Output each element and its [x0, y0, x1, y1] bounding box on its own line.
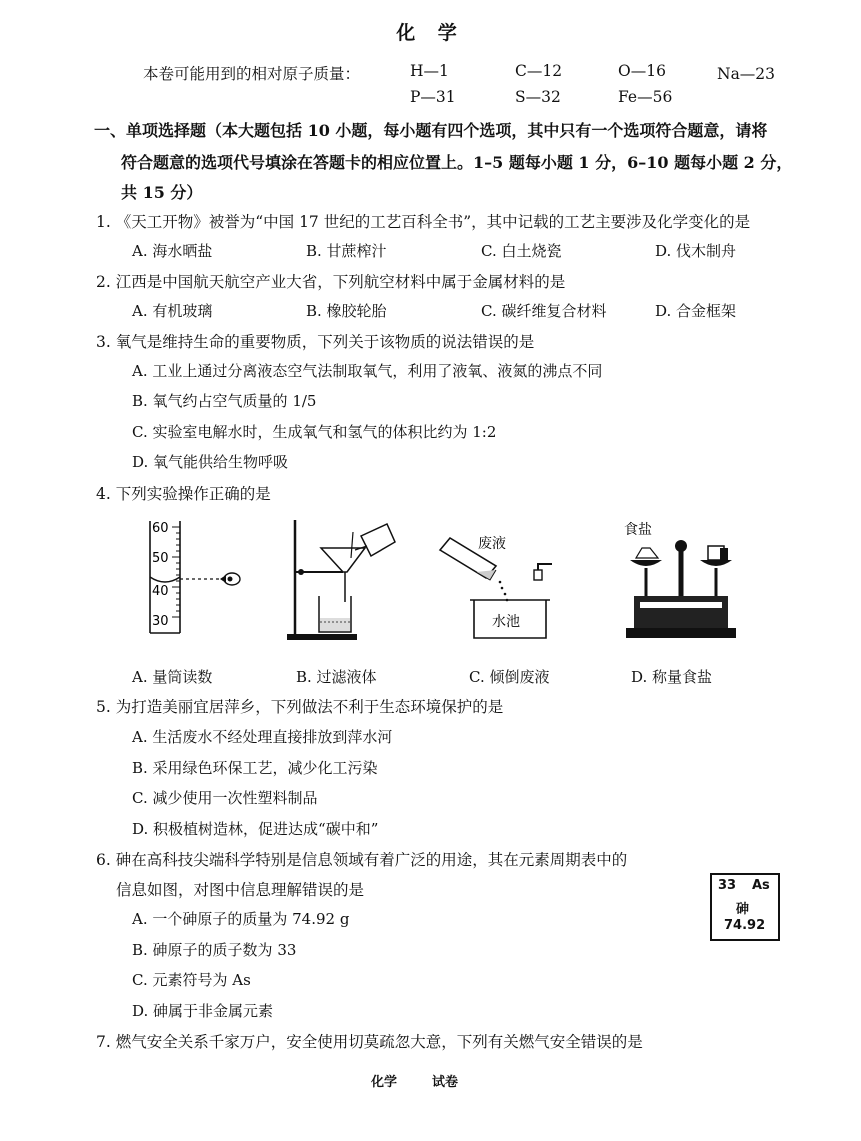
element-card-arsenic — [710, 873, 780, 941]
question-5-stem: 5. 为打造美丽宜居萍乡，下列做法不利于生态环境保护的是 — [96, 698, 504, 716]
q6-option-d: D. 砷属于非金属元素 — [132, 1002, 274, 1020]
q1-option-a: A. 海水晒盐 — [132, 242, 213, 260]
waste-label: 废液 — [478, 536, 506, 552]
q2-option-b: B. 橡胶轮胎 — [306, 302, 387, 320]
cylinder-tick-40: 40 — [152, 584, 169, 599]
cylinder-tick-50: 50 — [152, 551, 169, 566]
element-number: 33 — [718, 878, 737, 893]
atomic-mass-na: Na—23 — [717, 65, 776, 83]
question-4-stem: 4. 下列实验操作正确的是 — [96, 485, 271, 503]
atomic-mass-label: 本卷可能用到的相对原子质量： — [143, 65, 361, 83]
q5-option-b: B. 采用绿色环保工艺，减少化工污染 — [132, 759, 378, 777]
atomic-mass-fe: Fe—56 — [618, 88, 673, 106]
q1-option-c: C. 白土烧瓷 — [481, 242, 562, 260]
q2-option-d: D. 合金框架 — [655, 302, 737, 320]
sink-label: 水池 — [492, 614, 520, 630]
balance-figure — [620, 518, 742, 643]
q2-option-a: A. 有机玻璃 — [132, 302, 213, 320]
q5-option-c: C. 减少使用一次性塑料制品 — [132, 789, 318, 807]
section1-line3: 共 15 分） — [121, 183, 203, 202]
atomic-mass-s: S—32 — [515, 88, 561, 106]
cylinder-tick-60: 60 — [152, 521, 169, 536]
q5-option-a: A. 生活废水不经处理直接排放到萍水河 — [132, 728, 393, 746]
filtration-figure — [283, 518, 413, 643]
q3-option-d: D. 氧气能供给生物呼吸 — [132, 453, 289, 471]
footer-subject: 化学 — [371, 1075, 398, 1090]
q3-option-a: A. 工业上通过分离液态空气法制取氧气，利用了液氧、液氮的沸点不同 — [132, 362, 603, 380]
salt-label: 食盐 — [624, 522, 652, 538]
q4-option-c: C. 倾倒废液 — [469, 668, 550, 686]
element-symbol: As — [752, 878, 770, 893]
q2-option-c: C. 碳纤维复合材料 — [481, 302, 607, 320]
footer-paper: 试卷 — [432, 1075, 459, 1090]
question-7-stem: 7. 燃气安全关系千家万户，安全使用切莫疏忽大意，下列有关燃气安全错误的是 — [96, 1033, 643, 1051]
q3-option-c: C. 实验室电解水时，生成氧气和氢气的体积比约为 1:2 — [132, 423, 497, 441]
q4-option-a: A. 量筒读数 — [132, 668, 213, 686]
section1-line1: 一、单项选择题（本大题包括 10 小题，每小题有四个选项，其中只有一个选项符合题意，请将 — [94, 121, 768, 140]
atomic-mass-p: P—31 — [410, 88, 456, 106]
q6-option-b: B. 砷原子的质子数为 33 — [132, 941, 297, 959]
section1-line2: 符合题意的选项代号填涂在答题卡的相应位置上。1–5 题每小题 1 分，6–10 题每小题 2 分， — [121, 153, 793, 172]
question-3-stem: 3. 氧气是维持生命的重要物质，下列关于该物质的说法错误的是 — [96, 333, 535, 351]
cylinder-reading-figure — [128, 515, 246, 640]
atomic-mass-c: C—12 — [515, 62, 563, 80]
question-6-stem-line2: 信息如图，对图中信息理解错误的是 — [116, 881, 365, 899]
page-title: 化 学 — [396, 22, 465, 44]
element-mass: 74.92 — [724, 918, 766, 933]
q5-option-d: D. 积极植树造林，促进达成“碳中和” — [132, 820, 379, 838]
question-1-stem: 1. 《天工开物》被誉为“中国 17 世纪的工艺百科全书”，其中记载的工艺主要涉及化学变化的是 — [96, 213, 751, 231]
pour-waste-figure — [434, 520, 562, 645]
atomic-mass-h: H—1 — [410, 62, 449, 80]
q4-option-d: D. 称量食盐 — [631, 668, 713, 686]
q6-option-c: C. 元素符号为 As — [132, 971, 251, 989]
q6-option-a: A. 一个砷原子的质量为 74.92 g — [132, 910, 350, 928]
element-name: 砷 — [736, 902, 750, 917]
question-2-stem: 2. 江西是中国航天航空产业大省，下列航空材料中属于金属材料的是 — [96, 273, 566, 291]
q3-option-b: B. 氧气约占空气质量的 1/5 — [132, 392, 317, 410]
cylinder-tick-30: 30 — [152, 614, 169, 629]
q4-option-b: B. 过滤液体 — [296, 668, 377, 686]
q1-option-b: B. 甘蔗榨汁 — [306, 242, 387, 260]
question-6-stem-line1: 6. 砷在高科技尖端科学特别是信息领域有着广泛的用途，其在元素周期表中的 — [96, 851, 628, 869]
q1-option-d: D. 伐木制舟 — [655, 242, 737, 260]
atomic-mass-o: O—16 — [618, 62, 666, 80]
